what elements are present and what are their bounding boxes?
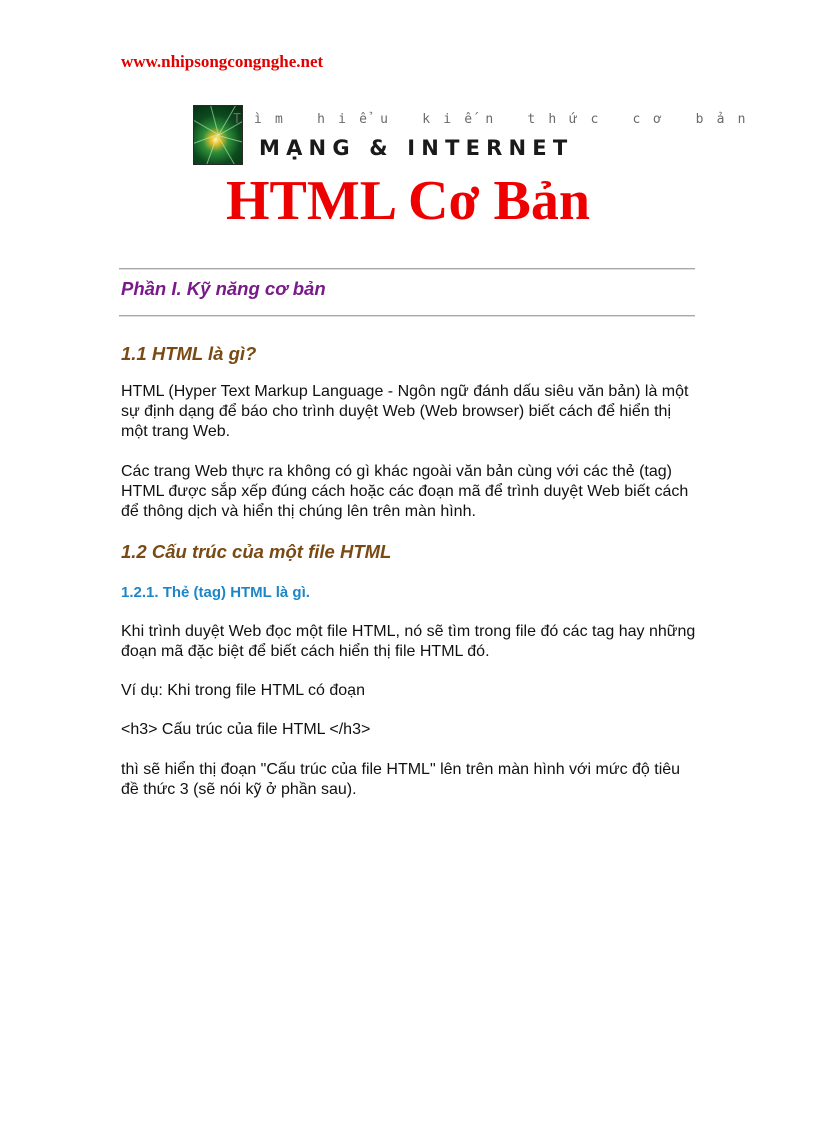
section-heading-1-2: 1.2 Cấu trúc của một file HTML	[121, 541, 392, 562]
section-heading-1-1: 1.1 HTML là gì?	[121, 343, 257, 364]
divider-bottom	[119, 315, 695, 317]
banner-title: MẠNG & INTERNET	[259, 136, 574, 160]
part-heading: Phần I. Kỹ năng cơ bản	[121, 278, 326, 299]
divider-top	[119, 268, 695, 270]
paragraph-browser-reads: Khi trình duyệt Web đọc một file HTML, nó sẽ tìm trong file đó các tag hay những đoạn mã đặc biệt để biết cách hiển thị file HTML đó.	[121, 623, 696, 660]
paragraph-example-intro: Ví dụ: Khi trong file HTML có đoạn	[121, 682, 365, 699]
subsection-heading-1-2-1: 1.2.1. Thẻ (tag) HTML là gì.	[121, 584, 310, 601]
banner-subtitle: Tìm hiểu kiến thức cơ bản	[233, 112, 759, 127]
paragraph-web-pages: Các trang Web thực ra không có gì khác ngoài văn bản cùng với các thẻ (tag) HTML được sắp xếp đúng cách hoặc các đoạn mã để trình duyệt Web biết cách để thông dịch và hiển thị chúng lên trên màn hình.	[121, 463, 689, 520]
document-title: HTML Cơ Bản	[226, 170, 590, 232]
paragraph-result: thì sẽ hiển thị đoạn "Cấu trúc của file HTML" lên trên màn hình với mức độ tiêu đề thức 3 (sẽ nói kỹ ở phần sau).	[121, 761, 681, 798]
paragraph-html-definition: HTML (Hyper Text Markup Language - Ngôn ngữ đánh dấu siêu văn bản) là một sự định dạng để báo cho trình duyệt Web (Web browser) biết cách để hiển thị một trang Web.	[121, 383, 689, 440]
paragraph-code-example: <h3> Cấu trúc của file HTML </h3>	[121, 721, 371, 738]
site-url-header: www.nhipsongcongnghe.net	[121, 52, 324, 71]
banner-logo	[193, 103, 759, 165]
